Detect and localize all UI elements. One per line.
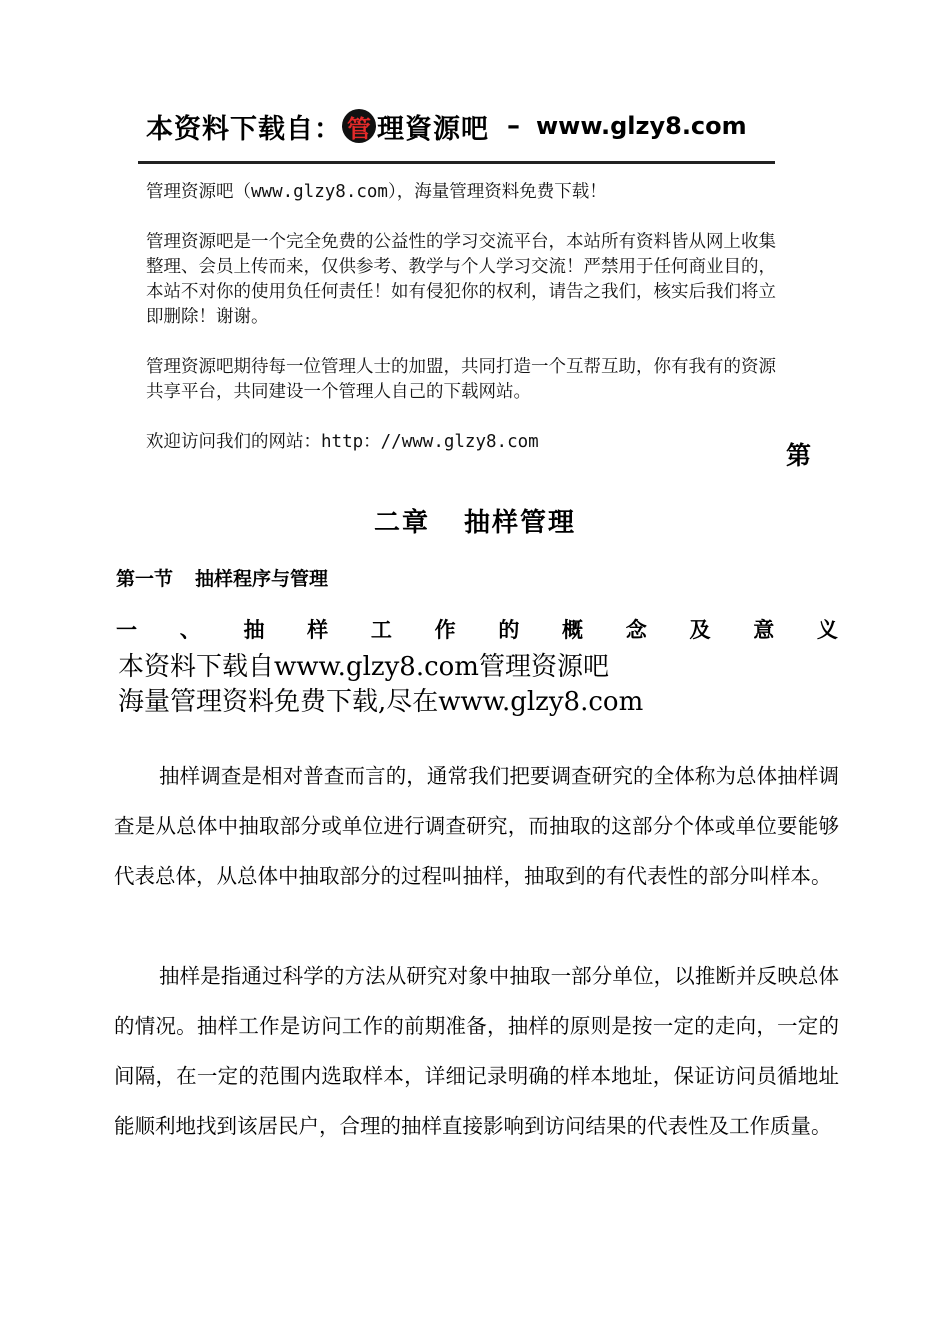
banner-prefix: 本资料下载自： [146,113,342,145]
notice-website [146,430,786,455]
subtitle-char: 样 [307,618,329,642]
subtitle-char: 概 [562,618,584,642]
brand-logo-icon: 管 [342,109,376,143]
download-banner [146,104,747,148]
chapter-di: 第 [786,441,812,470]
banner-brand: 理資源吧 [377,113,489,145]
subtitle-char: 的 [498,618,520,642]
banner-dash: – [507,111,520,141]
banner-divider [138,161,775,164]
subtitle-char: 工 [370,618,392,642]
notice-disclaimer [146,230,786,330]
subtitle-char: 抽 [243,618,265,642]
subtitle-char: 、 [179,618,201,642]
banner-url[interactable]: www.glzy8.com [536,112,747,140]
notice-disclaimer-text: 管理资源吧是一个完全免费的公益性的学习交流平台，本站所有资料皆从网上收集整理、会员上传而来，仅供参考、教学与个人学习交流！严禁用于任何商业目的，本站不对你的使用负任何责任！如有侵犯你的权利，请告之我们，核实后我们将立即删除！谢谢。 [146,232,776,327]
subtitle-char: 念 [625,618,647,642]
watermark-line-1: 本资料下载自www.glzy8.com管理资源吧 [118,652,609,682]
subtitle-char: 意 [753,618,775,642]
section-number: 第一节 [116,568,174,590]
notice-invite [146,355,786,405]
notice-invite-text: 管理资源吧期待每一位管理人士的加盟，共同打造一个互帮互助，你有我有的资源共享平台，共同建设一个管理人自己的下载网站。 [146,357,776,402]
notice-website-text[interactable]: 欢迎访问我们的网站：http：//www.glzy8.com [146,432,539,452]
notice-intro: 管理资源吧（www.glzy8.com），海量管理资料免费下载！ [146,182,607,202]
subsection-title [116,614,838,644]
section-name: 抽样程序与管理 [195,568,329,590]
chapter-number: 二章 [373,508,430,538]
body-paragraph-2: 抽样是指通过科学的方法从研究对象中抽取一部分单位，以推断并反映总体的情况。抽样工作是访问工作的前期准备，抽样的原则是按一定的走向，一定的间隔，在一定的范围内选取样本，详细记录明确的样本地址，保证访问员循地址能顺利地找到该居民户，合理的抽样直接影响到访问结果的代表性及工作质量。 [114,964,839,1138]
subtitle-char: 义 [816,618,838,642]
notice-line-1 [146,180,786,205]
chapter-title [0,502,950,539]
section-title [116,564,328,591]
chapter-name: 抽样管理 [464,508,577,538]
subtitle-char: 及 [689,618,711,642]
subtitle-char: 一 [116,618,137,642]
watermark-line-2: 海量管理资料免费下载,尽在www.glzy8.com [118,687,644,717]
subtitle-char: 作 [434,618,456,642]
body-paragraph-1: 抽样调查是相对普查而言的，通常我们把要调查研究的全体称为总体抽样调查是从总体中抽取部分或单位进行调查研究，而抽取的这部分个体或单位要能够代表总体，从总体中抽取部分的过程叫抽样，抽取到的有代表性的部分叫样本。 [114,764,839,888]
watermark [118,650,643,720]
